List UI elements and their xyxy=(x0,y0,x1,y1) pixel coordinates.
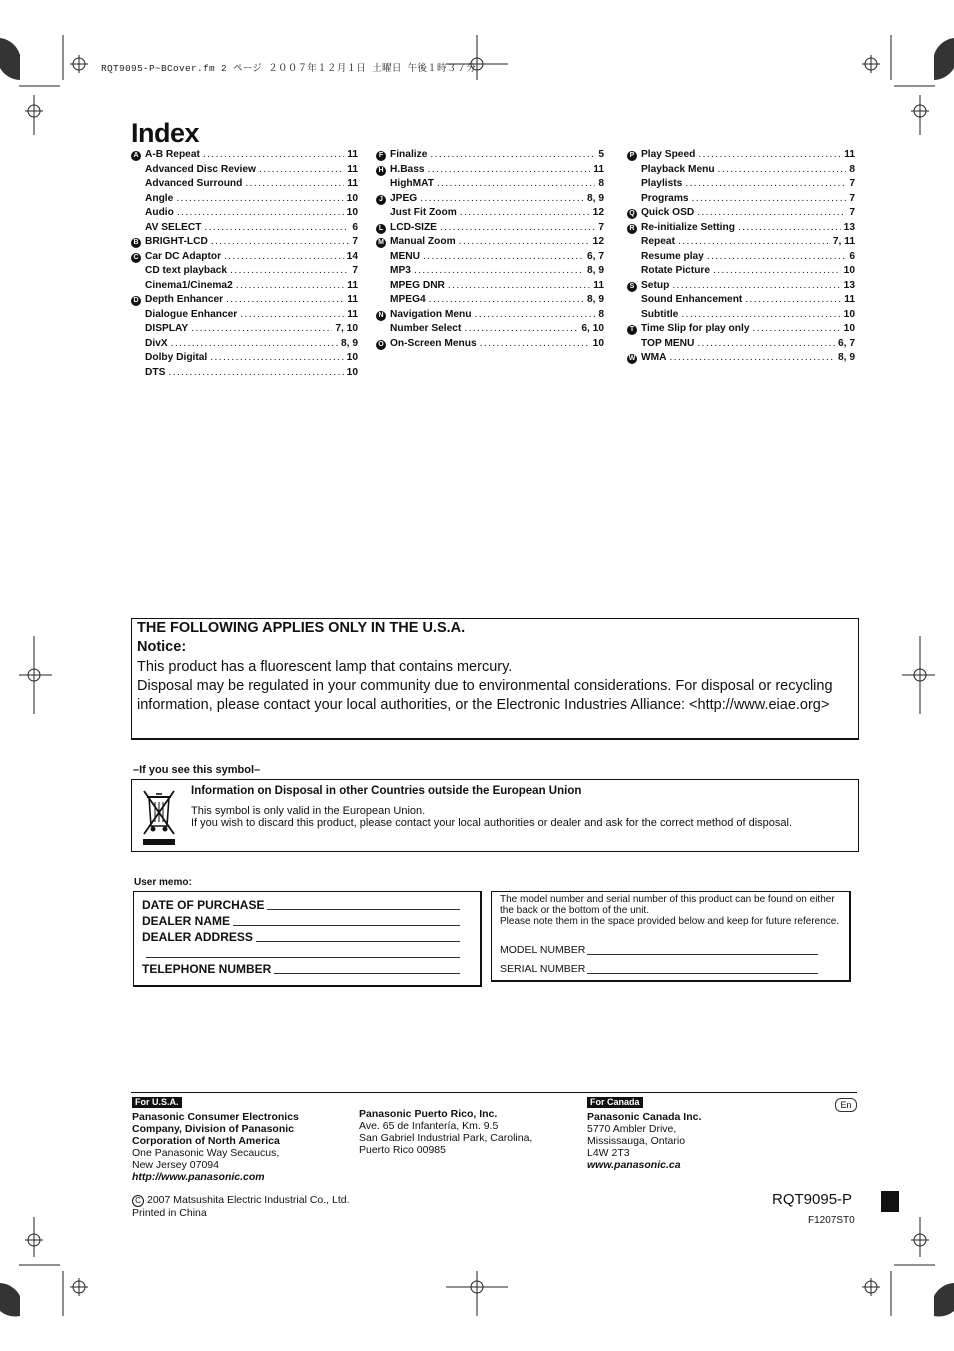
index-entry-page: 13 xyxy=(843,221,855,233)
index-entry-label: Dolby Digital xyxy=(145,352,208,363)
index-entry-page: 11 xyxy=(844,149,855,160)
index-entry-label: Finalize xyxy=(390,149,428,160)
canada-address-1: 5770 Ambler Drive, xyxy=(587,1123,677,1135)
index-entry-page: 11 xyxy=(844,294,855,305)
index-entry-page: 13 xyxy=(843,279,855,291)
index-entry-label: Advanced Surround xyxy=(145,178,243,189)
language-badge: En xyxy=(835,1098,857,1112)
index-entry-label: Car DC Adaptor xyxy=(145,250,222,262)
index-entry-label: Dialogue Enhancer xyxy=(145,308,238,320)
index-entry-label: CD text playback xyxy=(145,265,228,276)
index-entry-label: BRIGHT-LCD xyxy=(145,236,208,247)
index-entry-label: JPEG xyxy=(390,192,418,204)
index-entry-page: 14 xyxy=(346,250,358,262)
index-entry-page: 7 xyxy=(352,265,358,276)
disposal-title: Information on Disposal in other Countries outside the European Union xyxy=(191,785,582,797)
index-entry-page: 8, 9 xyxy=(838,352,855,363)
index-entry-label: Cinema1/Cinema2 xyxy=(145,279,233,291)
index-entry-page: 7, 11 xyxy=(832,236,855,247)
canada-tag: For Canada xyxy=(587,1097,643,1108)
index-entry-label: HighMAT xyxy=(390,178,434,189)
index-letter-badge: T xyxy=(627,325,637,335)
index-entry-label: Subtitle xyxy=(641,308,679,320)
index-entry-label: Navigation Menu xyxy=(390,308,472,320)
index-entry-page: 11 xyxy=(347,294,358,305)
usa-tag: For U.S.A. xyxy=(132,1097,182,1108)
index-entry-label: Play Speed xyxy=(641,149,696,160)
index-letter-badge: J xyxy=(376,195,386,205)
index-entry-label: Re-initialize Setting xyxy=(641,221,735,233)
notice-label: Notice: xyxy=(137,639,187,655)
index-letter-badge: C xyxy=(131,253,141,263)
dealer-address-label: DEALER ADDRESS xyxy=(142,930,253,944)
notice-line-1: This product has a fluorescent lamp that contains mercury. xyxy=(137,659,513,675)
pr-address-2: San Gabriel Industrial Park, Carolina, xyxy=(359,1132,533,1144)
index-entry-label: Quick OSD xyxy=(641,207,695,218)
index-entry-page: 10 xyxy=(843,308,855,320)
index-entry-page: 11 xyxy=(593,279,604,291)
index-entry-page: 12 xyxy=(592,236,604,247)
index-entry-label: A-B Repeat xyxy=(145,149,200,160)
index-entry-page: 10 xyxy=(346,207,358,218)
model-code: RQT9095-P xyxy=(772,1191,853,1208)
index-entry-label: TOP MENU xyxy=(641,337,695,349)
pr-company: Panasonic Puerto Rico, Inc. xyxy=(359,1108,498,1120)
page-title: Index xyxy=(131,118,200,148)
telephone-number-label: TELEPHONE NUMBER xyxy=(142,962,272,976)
index-entry-page: 8 xyxy=(598,308,604,320)
copyright-symbol-icon: C xyxy=(132,1195,144,1207)
index-entry-page: 5 xyxy=(598,149,604,160)
canada-company: Panasonic Canada Inc. xyxy=(587,1111,702,1123)
index-entry-page: 6, 10 xyxy=(581,323,604,334)
index-letter-badge: S xyxy=(627,282,637,292)
index-entry-label: MPEG4 xyxy=(390,294,426,305)
index-entry-page: 11 xyxy=(347,279,358,291)
index-entry-page: 11 xyxy=(347,149,358,160)
index-entry-label: Number Select xyxy=(390,323,462,334)
index-entry-page: 8, 9 xyxy=(587,265,604,276)
index-entry-page: 10 xyxy=(843,323,855,334)
notice-line-2: Disposal may be regulated in your community due to environmental considerations. For disposal or recycling information, please contact your local authorities, or the Electronic Industries Alliance: <http://www.eiae.org> xyxy=(137,678,833,713)
index-entry-page: 7 xyxy=(352,236,358,247)
index-letter-badge: L xyxy=(376,224,386,234)
index-entry-page: 11 xyxy=(593,163,604,175)
index-entry-label: Programs xyxy=(641,192,689,204)
index-entry-page: 7, 10 xyxy=(335,323,358,334)
index-entry-label: MENU xyxy=(390,250,420,262)
index-entry-page: 12 xyxy=(592,207,604,218)
index-entry-label: DTS xyxy=(145,366,166,378)
canada-url[interactable]: www.panasonic.ca xyxy=(587,1159,681,1171)
serial-instructions-2: Please note them in the space provided below and keep for future reference. xyxy=(500,916,840,927)
index-letter-badge: M xyxy=(376,238,386,248)
index-entry-label: MP3 xyxy=(390,265,411,276)
usa-company: Panasonic Consumer Electronics Company, Division of Panasonic Corporation of North America xyxy=(132,1111,299,1147)
index-letter-badge: R xyxy=(627,224,637,234)
index-entry-label: Time Slip for play only xyxy=(641,323,750,334)
date-of-purchase-label: DATE OF PURCHASE xyxy=(142,898,265,912)
index-letter-badge: D xyxy=(131,296,141,306)
pr-address-3: Puerto Rico 00985 xyxy=(359,1144,446,1156)
index-entry-label: Rotate Picture xyxy=(641,265,711,276)
index-entry-label: Resume play xyxy=(641,250,704,262)
copyright-text: 2007 Matsushita Electric Industrial Co., Ltd. xyxy=(147,1194,350,1206)
index-entry-page: 6 xyxy=(352,221,358,233)
print-code: F1207ST0 xyxy=(808,1215,855,1226)
index-entry-label: On-Screen Menus xyxy=(390,337,477,349)
index-entry-page: 11 xyxy=(347,308,358,320)
usa-address-2: New Jersey 07094 xyxy=(132,1159,219,1171)
index-letter-badge: N xyxy=(376,311,386,321)
user-memo-label: User memo: xyxy=(134,877,192,888)
index-entry-page: 8, 9 xyxy=(587,294,604,305)
index-entry-page: 8, 9 xyxy=(587,192,604,204)
index-entry-label: Sound Enhancement xyxy=(641,294,743,305)
index-entry-label: Playlists xyxy=(641,178,683,189)
index-letter-badge: H xyxy=(376,166,386,176)
file-header-line: RQT9095-P~BCover.fm 2 ページ ２００７年１２月１日 土曜日 午後１時３７分 xyxy=(101,63,477,74)
index-entry-page: 7 xyxy=(849,178,855,189)
index-entry-page: 6, 7 xyxy=(587,250,604,262)
index-entry-label: Repeat xyxy=(641,236,675,247)
index-entry-label: Playback Menu xyxy=(641,163,715,175)
index-entry-page: 8, 9 xyxy=(341,337,358,349)
usa-address-1: One Panasonic Way Secaucus, xyxy=(132,1147,280,1159)
index-entry-label: DISPLAY xyxy=(145,323,189,334)
usa-notice-heading: THE FOLLOWING APPLIES ONLY IN THE U.S.A. xyxy=(137,620,466,636)
serial-number-label: SERIAL NUMBER xyxy=(500,963,586,975)
model-number-label: MODEL NUMBER xyxy=(500,944,586,956)
index-entry-page: 7 xyxy=(598,221,604,233)
index-entry-page: 8 xyxy=(598,178,604,189)
index-entry-label: Advanced Disc Review xyxy=(145,163,256,175)
disposal-line-2: If you wish to discard this product, please contact your local authorities or dealer and ask for the correct method of disposal. xyxy=(191,817,793,829)
index-entry-label: MPEG DNR xyxy=(390,279,445,291)
index-entry-label: AV SELECT xyxy=(145,221,202,233)
index-entry-page: 11 xyxy=(347,178,358,189)
index-entry-page: 6, 7 xyxy=(838,337,855,349)
index-letter-badge: Q xyxy=(627,209,637,219)
index-letter-badge: P xyxy=(627,151,637,161)
index-entry-page: 11 xyxy=(347,163,358,175)
index-letter-badge: W xyxy=(628,355,636,362)
index-entry-label: Manual Zoom xyxy=(390,236,456,247)
index-entry-label: Audio xyxy=(145,207,174,218)
index-entry-page: 7 xyxy=(849,207,855,218)
index-entry-label: H.Bass xyxy=(390,163,425,175)
index-letter-badge: B xyxy=(131,238,141,248)
index-entry-page: 10 xyxy=(346,352,358,363)
index-entry-label: WMA xyxy=(641,352,667,363)
index-entry-label: DivX xyxy=(145,337,168,349)
index-entry-label: Depth Enhancer xyxy=(145,294,224,305)
index-entry-page: 10 xyxy=(592,337,604,349)
disposal-line-1: This symbol is only valid in the European Union. xyxy=(191,805,426,817)
index-letter-badge: A xyxy=(131,151,141,161)
index-entry-page: 6 xyxy=(849,250,855,262)
index-letter-badge: F xyxy=(376,151,386,161)
index-letter-badge: O xyxy=(376,340,386,350)
index-entry-page: 10 xyxy=(346,366,358,378)
index-entry-label: Setup xyxy=(641,279,670,291)
index-entry-page: 8 xyxy=(849,163,855,175)
symbol-caption: –If you see this symbol– xyxy=(133,764,261,776)
index-entry-page: 7 xyxy=(849,192,855,204)
index-entry-page: 10 xyxy=(843,265,855,276)
usa-url[interactable]: http://www.panasonic.com xyxy=(132,1171,265,1183)
pr-address-1: Ave. 65 de Infantería, Km. 9.5 xyxy=(359,1120,499,1132)
index-entry-label: Angle xyxy=(145,192,174,204)
index-entry-label: Just Fit Zoom xyxy=(390,207,457,218)
printed-in: Printed in China xyxy=(132,1207,207,1219)
index-entry-label: LCD-SIZE xyxy=(390,221,437,233)
canada-address-3: L4W 2T3 xyxy=(587,1147,630,1159)
serial-instructions-1: The model number and serial number of this product can be found on either the back or the bottom of the unit. xyxy=(500,894,835,916)
dealer-name-label: DEALER NAME xyxy=(142,914,231,928)
index-entry-page: 10 xyxy=(346,192,358,204)
canada-address-2: Mississauga, Ontario xyxy=(587,1135,686,1147)
